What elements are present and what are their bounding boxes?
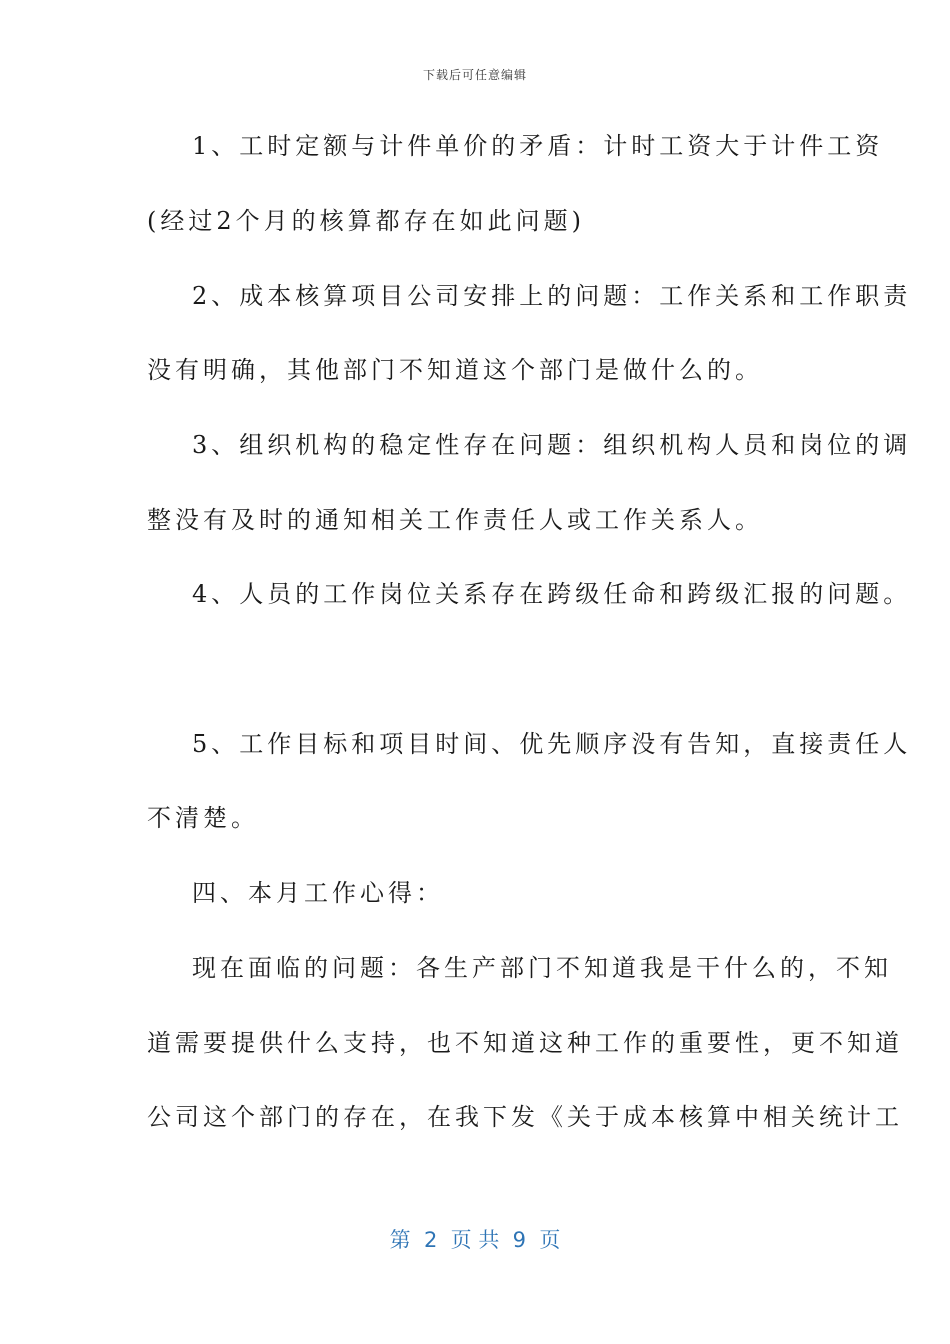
header-note: 下载后可任意编辑 [422,68,527,82]
paragraph-line-5: 3、组织机构的稳定性存在问题：组织机构人员和岗位的调 [192,431,912,459]
paragraph-line-2: (经过2个月的核算都存在如此问题) [147,207,585,235]
paragraph-line-8: 5、工作目标和项目时间、优先顺序没有告知，直接责任人 [192,730,912,758]
paragraph-line-1: 1、工时定额与计件单价的矛盾：计时工资大于计件工资 [192,132,884,160]
paragraph-line-7: 4、人员的工作岗位关系存在跨级任命和跨级汇报的问题。 [192,580,912,608]
paragraph-line-11: 现在面临的问题：各生产部门不知道我是干什么的，不知 [192,954,892,982]
paragraph-line-6: 整没有及时的通知相关工作责任人或工作关系人。 [147,506,763,534]
paragraph-line-4: 没有明确，其他部门不知道这个部门是做什么的。 [147,356,763,384]
paragraph-line-3: 2、成本核算项目公司安排上的问题：工作关系和工作职责 [192,282,912,310]
paragraph-line-9: 不清楚。 [147,804,259,832]
page-number: 第 2 页 共 9 页 [389,1228,561,1252]
paragraph-line-12: 道需要提供什么支持，也不知道这种工作的重要性，更不知道 [147,1029,903,1057]
section-heading: 四、本月工作心得： [192,879,444,907]
paragraph-line-13: 公司这个部门的存在，在我下发《关于成本核算中相关统计工 [147,1103,903,1131]
